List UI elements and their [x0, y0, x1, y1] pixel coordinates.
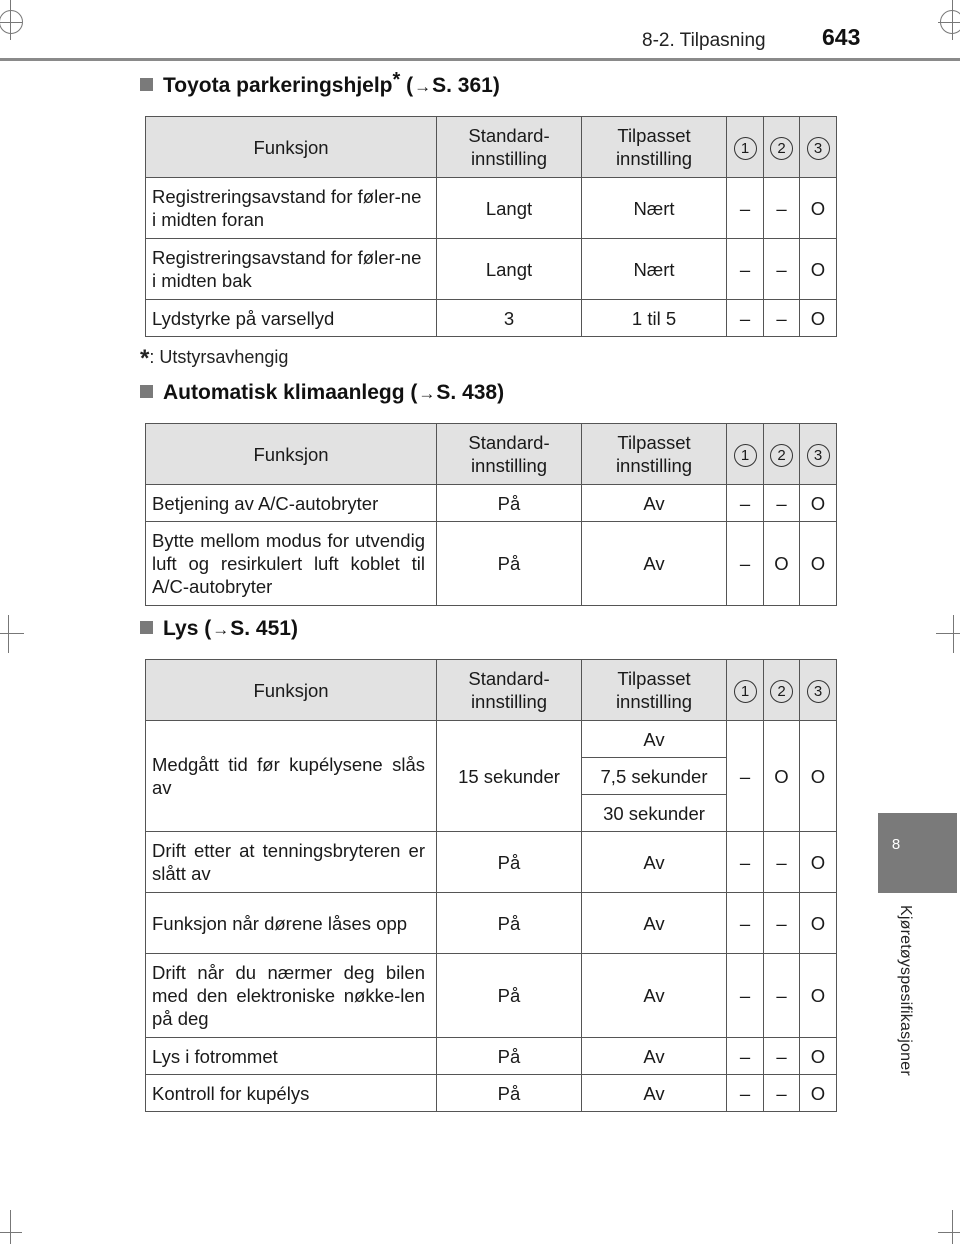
section-heading-lights: Lys (→S. 451)	[140, 617, 298, 641]
cell-c1: –	[727, 721, 764, 832]
cell-c3: O	[800, 721, 837, 832]
cell-c1: –	[727, 1038, 764, 1075]
header-col1	[727, 117, 764, 178]
bullet-square-icon	[140, 621, 153, 634]
cell-default: 3	[437, 300, 582, 337]
cell-c2: O	[764, 522, 800, 606]
equipment-mark: *	[392, 69, 401, 91]
cell-c2: –	[764, 893, 800, 954]
cell-custom: Nært	[582, 178, 727, 239]
cell-c2: –	[764, 954, 800, 1038]
number-3-icon: 3	[807, 137, 830, 160]
cell-c2: O	[764, 721, 800, 832]
cell-c2: –	[764, 1038, 800, 1075]
number-1-icon: 1	[734, 137, 757, 160]
arrow-right-icon: →	[212, 620, 230, 639]
cell-default: På	[437, 893, 582, 954]
header-custom: Tilpasset innstilling	[582, 117, 727, 178]
cell-c2: –	[764, 1075, 800, 1112]
page-ref[interactable]: S. 451	[230, 617, 291, 640]
cell-custom: 1 til 5	[582, 300, 727, 337]
table-row	[146, 485, 837, 522]
cell-c3: O	[800, 832, 837, 893]
cell-c1: –	[727, 954, 764, 1038]
cell-function: Medgått tid før kupélysene slås av	[146, 721, 437, 832]
cell-function: Registreringsavstand for føler-ne i midten foran	[146, 178, 437, 239]
cell-default: 15 sekunder	[437, 721, 582, 832]
page-ref[interactable]: S. 361	[432, 74, 493, 97]
table-row	[146, 954, 837, 1038]
cell-default: På	[437, 485, 582, 522]
table-row	[146, 300, 837, 337]
cell-c2: –	[764, 178, 800, 239]
section-label: 8-2. Tilpasning	[642, 30, 766, 51]
cell-c3: O	[800, 300, 837, 337]
cell-c1: –	[727, 522, 764, 606]
cell-function: Betjening av A/C-autobryter	[146, 485, 437, 522]
chapter-number: 8	[891, 836, 901, 853]
table-header-row	[146, 424, 837, 485]
cell-default: Langt	[437, 178, 582, 239]
number-2-icon: 2	[770, 444, 793, 467]
page-ref[interactable]: S. 438	[436, 381, 498, 404]
cell-c2: –	[764, 300, 800, 337]
header-col3	[800, 660, 837, 721]
cell-c2: –	[764, 239, 800, 300]
cell-c1: –	[727, 178, 764, 239]
cell-default: På	[437, 1075, 582, 1112]
cell-c1: –	[727, 1075, 764, 1112]
cell-c3: O	[800, 954, 837, 1038]
header-col2	[764, 117, 800, 178]
arrow-right-icon: →	[418, 384, 436, 403]
cell-function: Lys i fotrommet	[146, 1038, 437, 1075]
cell-custom-option: 30 sekunder	[582, 795, 727, 832]
number-1-icon: 1	[734, 680, 757, 703]
page-number: 643	[822, 24, 861, 50]
cell-c1: –	[727, 239, 764, 300]
cell-c3: O	[800, 239, 837, 300]
footnote-mark: *	[140, 345, 150, 372]
cell-custom-option: Av	[582, 721, 727, 758]
cell-c3: O	[800, 1038, 837, 1075]
header-col3	[800, 117, 837, 178]
header-default: Standard-innstilling	[437, 424, 582, 485]
table-row	[146, 1038, 837, 1075]
table-row	[146, 178, 837, 239]
table-header-row	[146, 117, 837, 178]
cell-c3: O	[800, 485, 837, 522]
cell-function: Registreringsavstand for føler-ne i midten bak	[146, 239, 437, 300]
number-1-icon: 1	[734, 444, 757, 467]
cell-c3: O	[800, 522, 837, 606]
cell-custom: Nært	[582, 239, 727, 300]
cell-custom: Av	[582, 893, 727, 954]
climate-table	[145, 423, 837, 606]
cell-function: Drift etter at tenningsbryteren er slått av	[146, 832, 437, 893]
header-default: Standard-innstilling	[437, 117, 582, 178]
cell-c3: O	[800, 1075, 837, 1112]
bullet-square-icon	[140, 78, 153, 91]
cell-custom: Av	[582, 1038, 727, 1075]
header-custom: Tilpasset innstilling	[582, 424, 727, 485]
table-row	[146, 832, 837, 893]
cell-function: Bytte mellom modus for utvendig luft og resirkulert luft koblet til A/C-autobryter	[146, 522, 437, 606]
table-row	[146, 522, 837, 606]
cell-function: Drift når du nærmer deg bilen med den elektroniske nøkke-len på deg	[146, 954, 437, 1038]
arrow-right-icon: →	[414, 77, 432, 96]
header-custom: Tilpasset innstilling	[582, 660, 727, 721]
header-col1	[727, 660, 764, 721]
header-rule	[0, 58, 960, 61]
parking-table	[145, 116, 837, 337]
cell-custom: Av	[582, 954, 727, 1038]
cell-default: På	[437, 1038, 582, 1075]
cell-default: Langt	[437, 239, 582, 300]
table-row	[146, 239, 837, 300]
cell-custom: Av	[582, 485, 727, 522]
header-col2	[764, 660, 800, 721]
chapter-tab	[878, 813, 957, 893]
cell-c1: –	[727, 485, 764, 522]
cell-c3: O	[800, 178, 837, 239]
table-row	[146, 893, 837, 954]
cell-c3: O	[800, 893, 837, 954]
header-function: Funksjon	[146, 424, 437, 485]
number-3-icon: 3	[807, 444, 830, 467]
cell-function: Kontroll for kupélys	[146, 1075, 437, 1112]
header-col2	[764, 424, 800, 485]
header-function: Funksjon	[146, 117, 437, 178]
cell-c1: –	[727, 832, 764, 893]
cell-default: På	[437, 954, 582, 1038]
header-col3	[800, 424, 837, 485]
cell-c2: –	[764, 485, 800, 522]
table-header-row	[146, 660, 837, 721]
cell-default: På	[437, 832, 582, 893]
bullet-square-icon	[140, 385, 153, 398]
cell-custom: Av	[582, 1075, 727, 1112]
cell-custom-option: 7,5 sekunder	[582, 758, 727, 795]
section-heading-climate: Automatisk klimaanlegg (→S. 438)	[140, 381, 504, 405]
footnote	[140, 345, 288, 373]
header-default: Standard-innstilling	[437, 660, 582, 721]
number-3-icon: 3	[807, 680, 830, 703]
chapter-title: Kjøretøyspesifikasjoner	[897, 905, 914, 1076]
footnote-text: : Utstyrsavhengig	[149, 347, 289, 367]
table-row	[146, 721, 837, 758]
cell-function: Lydstyrke på varsellyd	[146, 300, 437, 337]
cell-c2: –	[764, 832, 800, 893]
number-2-icon: 2	[770, 137, 793, 160]
lights-table	[145, 659, 837, 1112]
cell-default: På	[437, 522, 582, 606]
header-col1	[727, 424, 764, 485]
cell-c1: –	[727, 893, 764, 954]
cell-function: Funksjon når dørene låses opp	[146, 893, 437, 954]
cell-custom: Av	[582, 832, 727, 893]
cell-custom: Av	[582, 522, 727, 606]
number-2-icon: 2	[770, 680, 793, 703]
cell-c1: –	[727, 300, 764, 337]
section-heading-parking: Toyota parkeringshjelp* (→S. 361)	[140, 74, 500, 98]
header-function: Funksjon	[146, 660, 437, 721]
table-row	[146, 1075, 837, 1112]
